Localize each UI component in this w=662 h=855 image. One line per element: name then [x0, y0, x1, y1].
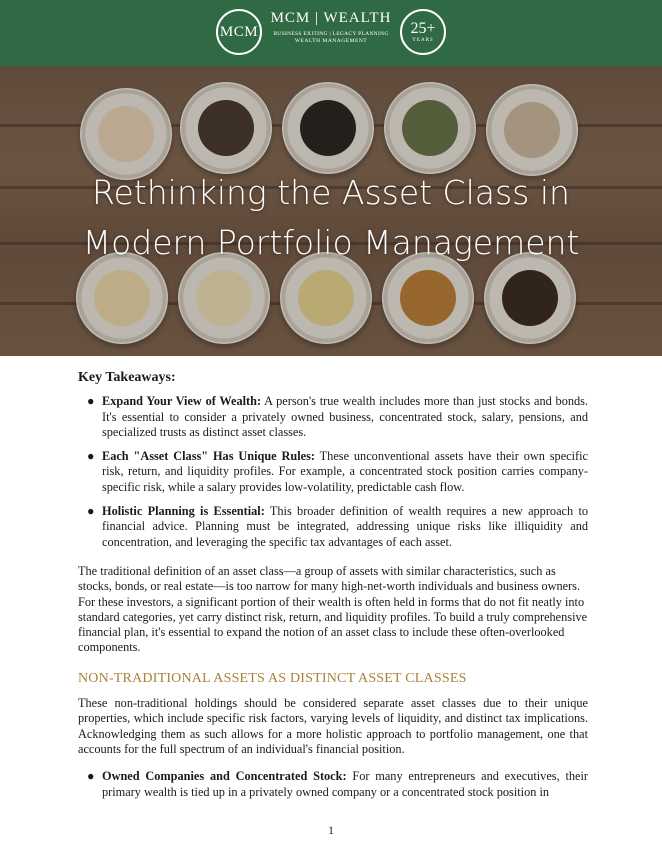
- section-heading: NON-TRADITIONAL ASSETS AS DISTINCT ASSET CLASSES: [78, 670, 467, 686]
- takeaway-text: These unconventional assets have their own specific risk, return, and liquidity profiles. For example, a concentrated stock position carries company-specific risk, while a salary provides low-volatility, predictable cash flow.: [102, 449, 588, 494]
- brand-tagline: BUSINESS EXITING | LEGACY PLANNING: [273, 31, 389, 37]
- list-item: [78, 504, 588, 550]
- takeaways-heading: Key Takeaways:: [78, 370, 176, 385]
- logo-left-text: MCM: [219, 23, 259, 40]
- hero-image: [0, 66, 662, 356]
- takeaway-title: Each "Asset Class" Has Unique Rules:: [102, 449, 315, 464]
- takeaway-title: Expand Your View of Wealth:: [102, 394, 262, 409]
- years-badge-icon: [400, 9, 446, 55]
- section-bullets: [78, 769, 588, 800]
- bullet-title: Owned Companies and Concentrated Stock:: [102, 769, 347, 784]
- list-item: [78, 769, 588, 800]
- page-title: [0, 168, 662, 268]
- badge-label: YEARS: [412, 38, 434, 43]
- brand-name: MCM | WEALTH: [270, 10, 392, 26]
- bullet-icon: ●: [87, 504, 95, 519]
- list-item: [78, 449, 588, 495]
- takeaway-text: This broader definition of wealth requires a new approach to financial advice. Planning must be integrated, addressing unique risks like illiquidity and concentration, and leveraging the specific tax advantages of each asset.: [102, 504, 589, 549]
- title-line-1: Rethinking the Asset Class in: [92, 173, 570, 212]
- page-number: 1: [328, 823, 334, 837]
- brand-block: [266, 10, 396, 44]
- takeaway-title: Holistic Planning is Essential:: [102, 504, 265, 519]
- takeaway-text: A person's true wealth includes more than just stocks and bonds. It's essential to consider a privately owned business, concentrated stock, salary, pensions, and specialized trusts as distinct asset classes.: [102, 394, 589, 439]
- brand-sub: WEALTH MANAGEMENT: [294, 38, 368, 44]
- bullet-icon: ●: [87, 449, 95, 464]
- list-item: [78, 394, 588, 440]
- badge-number: 25+: [410, 20, 436, 37]
- section-paragraph: These non-traditional holdings should be considered separate asset classes due to their unique properties, which include specific risk factors, varying levels of liquidity, and distinct tax implications. Acknowledging them as such allows for a more holistic approach to portfolio management, one that accounts for the full spectrum of an individual's financial position.: [78, 696, 588, 756]
- intro-paragraph: The traditional definition of an asset class—a group of assets with similar characteristics, such as stocks, bonds, or real estate—is too narrow for many high-net-worth individuals and business owners. For these investors, a significant portion of their wealth is often held in forms that do not fit neatly into standard categories, yet carry distinct risk, return, and liquidity profiles. To build a truly comprehensive financial plan, it's essential to expand the notion of an asset class to include these often-overlooked components.: [78, 563, 588, 655]
- takeaways-list: [78, 394, 588, 550]
- mcm-logo-icon: [216, 9, 262, 55]
- header-band: [0, 0, 662, 66]
- title-line-2: Modern Portfolio Management: [82, 223, 580, 262]
- bullet-icon: ●: [87, 769, 95, 784]
- bullet-text: For many entrepreneurs and executives, their primary wealth is tied up in a privately owned company or a concentrated stock position in: [102, 769, 588, 799]
- bullet-icon: ●: [87, 394, 95, 409]
- document-body: [78, 370, 588, 809]
